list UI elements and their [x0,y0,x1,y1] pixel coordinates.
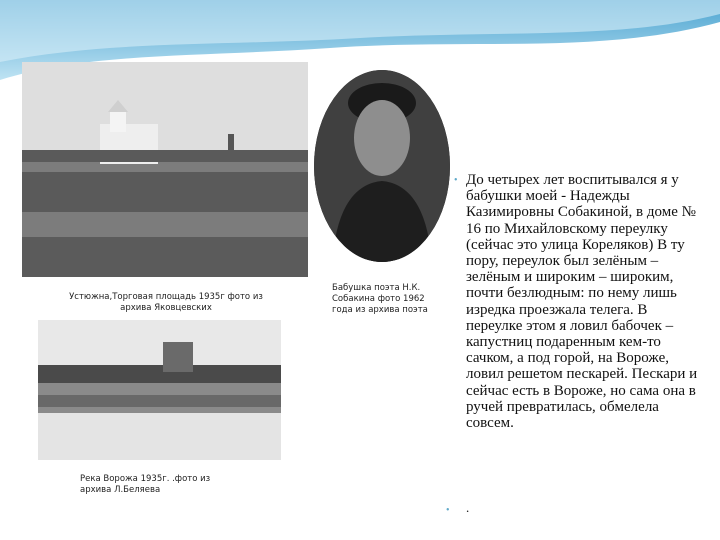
bullet-icon: • [446,505,450,516]
bullet-icon: • [454,175,458,186]
trailing-dot: . [466,500,470,515]
river-photo [38,320,281,460]
grandmother-photo-caption: Бабушка поэта Н.К. Собакина фото 1962 года из архива поэта [332,283,428,315]
grandmother-portrait [312,68,452,265]
market-square-photo [22,62,308,277]
market-photo-caption: Устюжна,Торговая площадь 1935г фото из архива Яковцевских [69,292,263,313]
river-photo-caption: Река Ворожа 1935г. .фото из архива Л.Беляева [80,474,211,495]
memoir-text: До четырех лет воспитывался я у бабушки моей - Надежды Казимировны Собакиной, в доме № 16 по Михайловскому переулку (сейчас это улица Кореляков) В ту пору, переулок был зелёным – зелёным и широким – широким, почти безлюдным: по нему лишь изредка проезжала телега. В переулке этом я ловил бабочек – капустниц подаренным кем-то сачком, а под горой, на Вороже, ловил решетом пескарей. Пескари и сейчас есть в Вороже, но сама она в ручей превратилась, обмелела совсем. [466,172,698,432]
